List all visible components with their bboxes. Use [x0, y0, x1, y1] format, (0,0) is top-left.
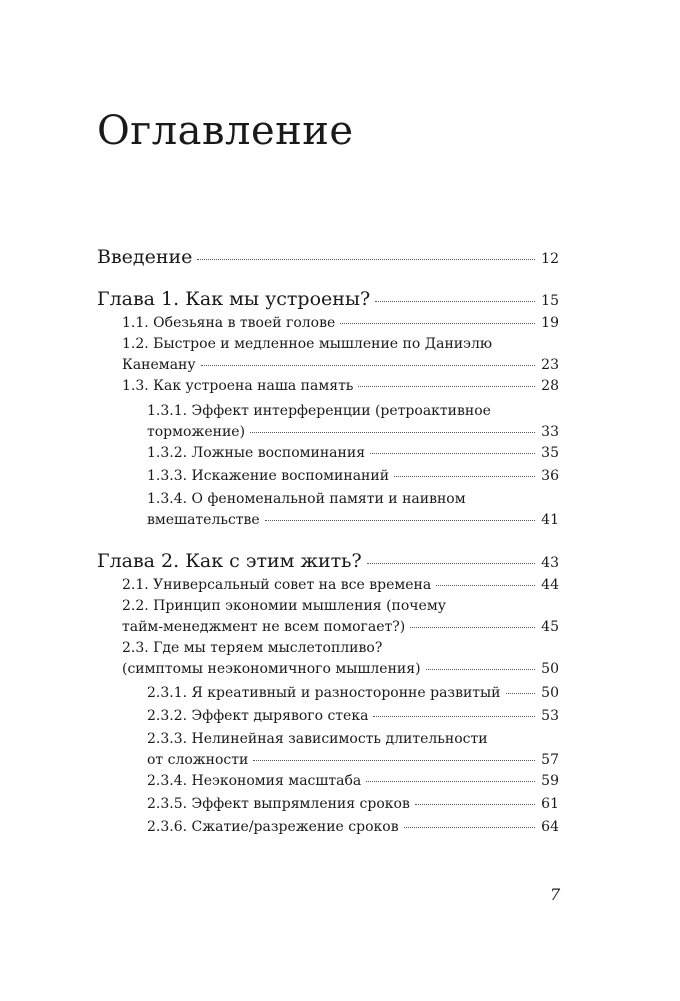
toc-entry [147, 794, 559, 815]
toc-entry [122, 638, 559, 680]
toc-entry-line [97, 548, 559, 576]
dot-leader [410, 627, 535, 628]
toc-page-number: 53 [541, 708, 559, 724]
dot-leader [340, 323, 535, 324]
page-title: Оглавление [97, 108, 354, 154]
toc-page-number: 35 [541, 445, 559, 461]
toc-entry-title: 2.3.2. Эффект дырявого стека [147, 708, 369, 724]
toc-entry-title: 2.3.3. Нелинейная зависимость длительности [147, 731, 488, 747]
toc-page-number: 15 [541, 293, 559, 309]
toc-entry [97, 244, 559, 272]
toc-entry-line [147, 489, 559, 510]
toc-entry [147, 771, 559, 792]
toc-entry-title: 1.3.2. Ложные воспоминания [147, 445, 366, 461]
toc-entry-line [122, 617, 559, 638]
toc-entry [147, 683, 559, 704]
toc-entry-title: 1.3. Как устроена наша память [122, 378, 354, 394]
toc-entry [147, 729, 559, 771]
toc-entry-title: 1.3.4. О феноменальной памяти и наивном [147, 491, 466, 507]
toc-page-number: 57 [541, 752, 559, 768]
toc-entry [122, 334, 559, 376]
toc-entry-line [147, 706, 559, 727]
toc-entry-line [147, 683, 559, 704]
toc-entry-line [122, 334, 559, 355]
dot-leader [201, 365, 535, 366]
toc-entry-title: 1.2. Быстрое и медленное мышление по Даниэлю [122, 336, 493, 352]
toc-page-number: 64 [541, 819, 559, 835]
toc-entry-title: 1.3.1. Эффект интерференции (ретроактивное [147, 403, 491, 419]
toc-entry [147, 489, 559, 531]
toc-page-number: 50 [541, 661, 559, 677]
toc-entry-line [147, 401, 559, 422]
toc-page-number: 33 [541, 424, 559, 440]
toc-page-number: 59 [541, 773, 559, 789]
toc-page-number: 61 [541, 796, 559, 812]
toc-entry [147, 817, 559, 838]
toc-entry-title: вмешательстве [147, 512, 260, 528]
toc-page-number: 28 [541, 378, 559, 394]
toc-entry-line [122, 376, 559, 397]
dot-leader [253, 760, 535, 761]
toc-entry-title: Глава 1. Как мы устроены? [97, 288, 371, 310]
toc-entry [97, 548, 559, 576]
toc-page-number: 44 [541, 577, 559, 593]
toc-entry-title: тайм-менеджмент не всем помогает?) [122, 619, 406, 635]
toc-entry [122, 596, 559, 638]
toc-entry-title: 2.1. Универсальный совет на все времена [122, 577, 432, 593]
toc-entry-line [147, 729, 559, 750]
toc-entry-title: 2.2. Принцип экономии мышления (почему [122, 598, 446, 614]
dot-leader [366, 781, 535, 782]
toc-entry-title: 1.3.3. Искажение воспоминаний [147, 468, 390, 484]
dot-leader [436, 585, 535, 586]
toc-entry-title: от сложности [147, 752, 249, 768]
toc-entry-line [122, 575, 559, 596]
toc-entry-line [122, 596, 559, 617]
toc-page-number: 23 [541, 357, 559, 373]
toc-page-number: 41 [541, 512, 559, 528]
toc-entry-line [147, 771, 559, 792]
dot-leader [358, 386, 535, 387]
toc-entry-title: 2.3.6. Сжатие/разрежение сроков [147, 819, 399, 835]
toc-entry [147, 401, 559, 443]
toc-entry-line [147, 817, 559, 838]
dot-leader [375, 301, 535, 302]
toc-entry [147, 466, 559, 487]
toc-entry-title: Введение [97, 246, 193, 268]
toc-page-number: 19 [541, 315, 559, 331]
dot-leader [265, 520, 535, 521]
dot-leader [250, 432, 535, 433]
toc-entry-line [122, 638, 559, 659]
toc-entry [122, 313, 559, 334]
dot-leader [367, 563, 535, 564]
toc-entry-title: Канеману [122, 357, 196, 373]
toc-entry-title: Глава 2. Как с этим жить? [97, 550, 362, 572]
toc-entry [147, 443, 559, 464]
toc-entry-title: 2.3. Где мы теряем мыслетопливо? [122, 640, 383, 656]
toc-entry [147, 706, 559, 727]
toc-entry-line [122, 659, 559, 680]
toc-page-number: 36 [541, 468, 559, 484]
toc-entry [122, 376, 559, 397]
dot-leader [506, 693, 536, 694]
toc-entry-title: 2.3.5. Эффект выпрямления сроков [147, 796, 410, 812]
dot-leader [373, 716, 535, 717]
toc-entry-line [97, 244, 559, 272]
dot-leader [197, 259, 535, 260]
toc-entry-line [147, 510, 559, 531]
toc-page-number: 12 [541, 251, 559, 267]
toc-entry-line [147, 422, 559, 443]
dot-leader [370, 453, 535, 454]
dot-leader [404, 827, 535, 828]
toc-page-number: 50 [541, 685, 559, 701]
toc-entry-line [147, 443, 559, 464]
toc-page-number: 43 [541, 555, 559, 571]
toc-entry-line [97, 286, 559, 314]
toc-entry-line [147, 794, 559, 815]
toc-entry-title: 2.3.1. Я креативный и разносторонне развитый [147, 685, 501, 701]
dot-leader [426, 669, 535, 670]
toc-entry [122, 575, 559, 596]
toc-entry-line [122, 313, 559, 334]
dot-leader [394, 476, 535, 477]
toc-entry-title: 2.3.4. Неэкономия масштаба [147, 773, 362, 789]
toc-entry [97, 286, 559, 314]
page-number: 7 [550, 885, 561, 904]
toc-entry-title: 1.1. Обезьяна в твоей голове [122, 315, 336, 331]
toc-entry-title: торможение) [147, 424, 246, 440]
toc-entry-line [122, 355, 559, 376]
toc-entry-title: (симптомы неэкономичного мышления) [122, 661, 421, 677]
toc-page-number: 45 [541, 619, 559, 635]
toc-entry-line [147, 466, 559, 487]
dot-leader [415, 804, 535, 805]
toc-entry-line [147, 750, 559, 771]
